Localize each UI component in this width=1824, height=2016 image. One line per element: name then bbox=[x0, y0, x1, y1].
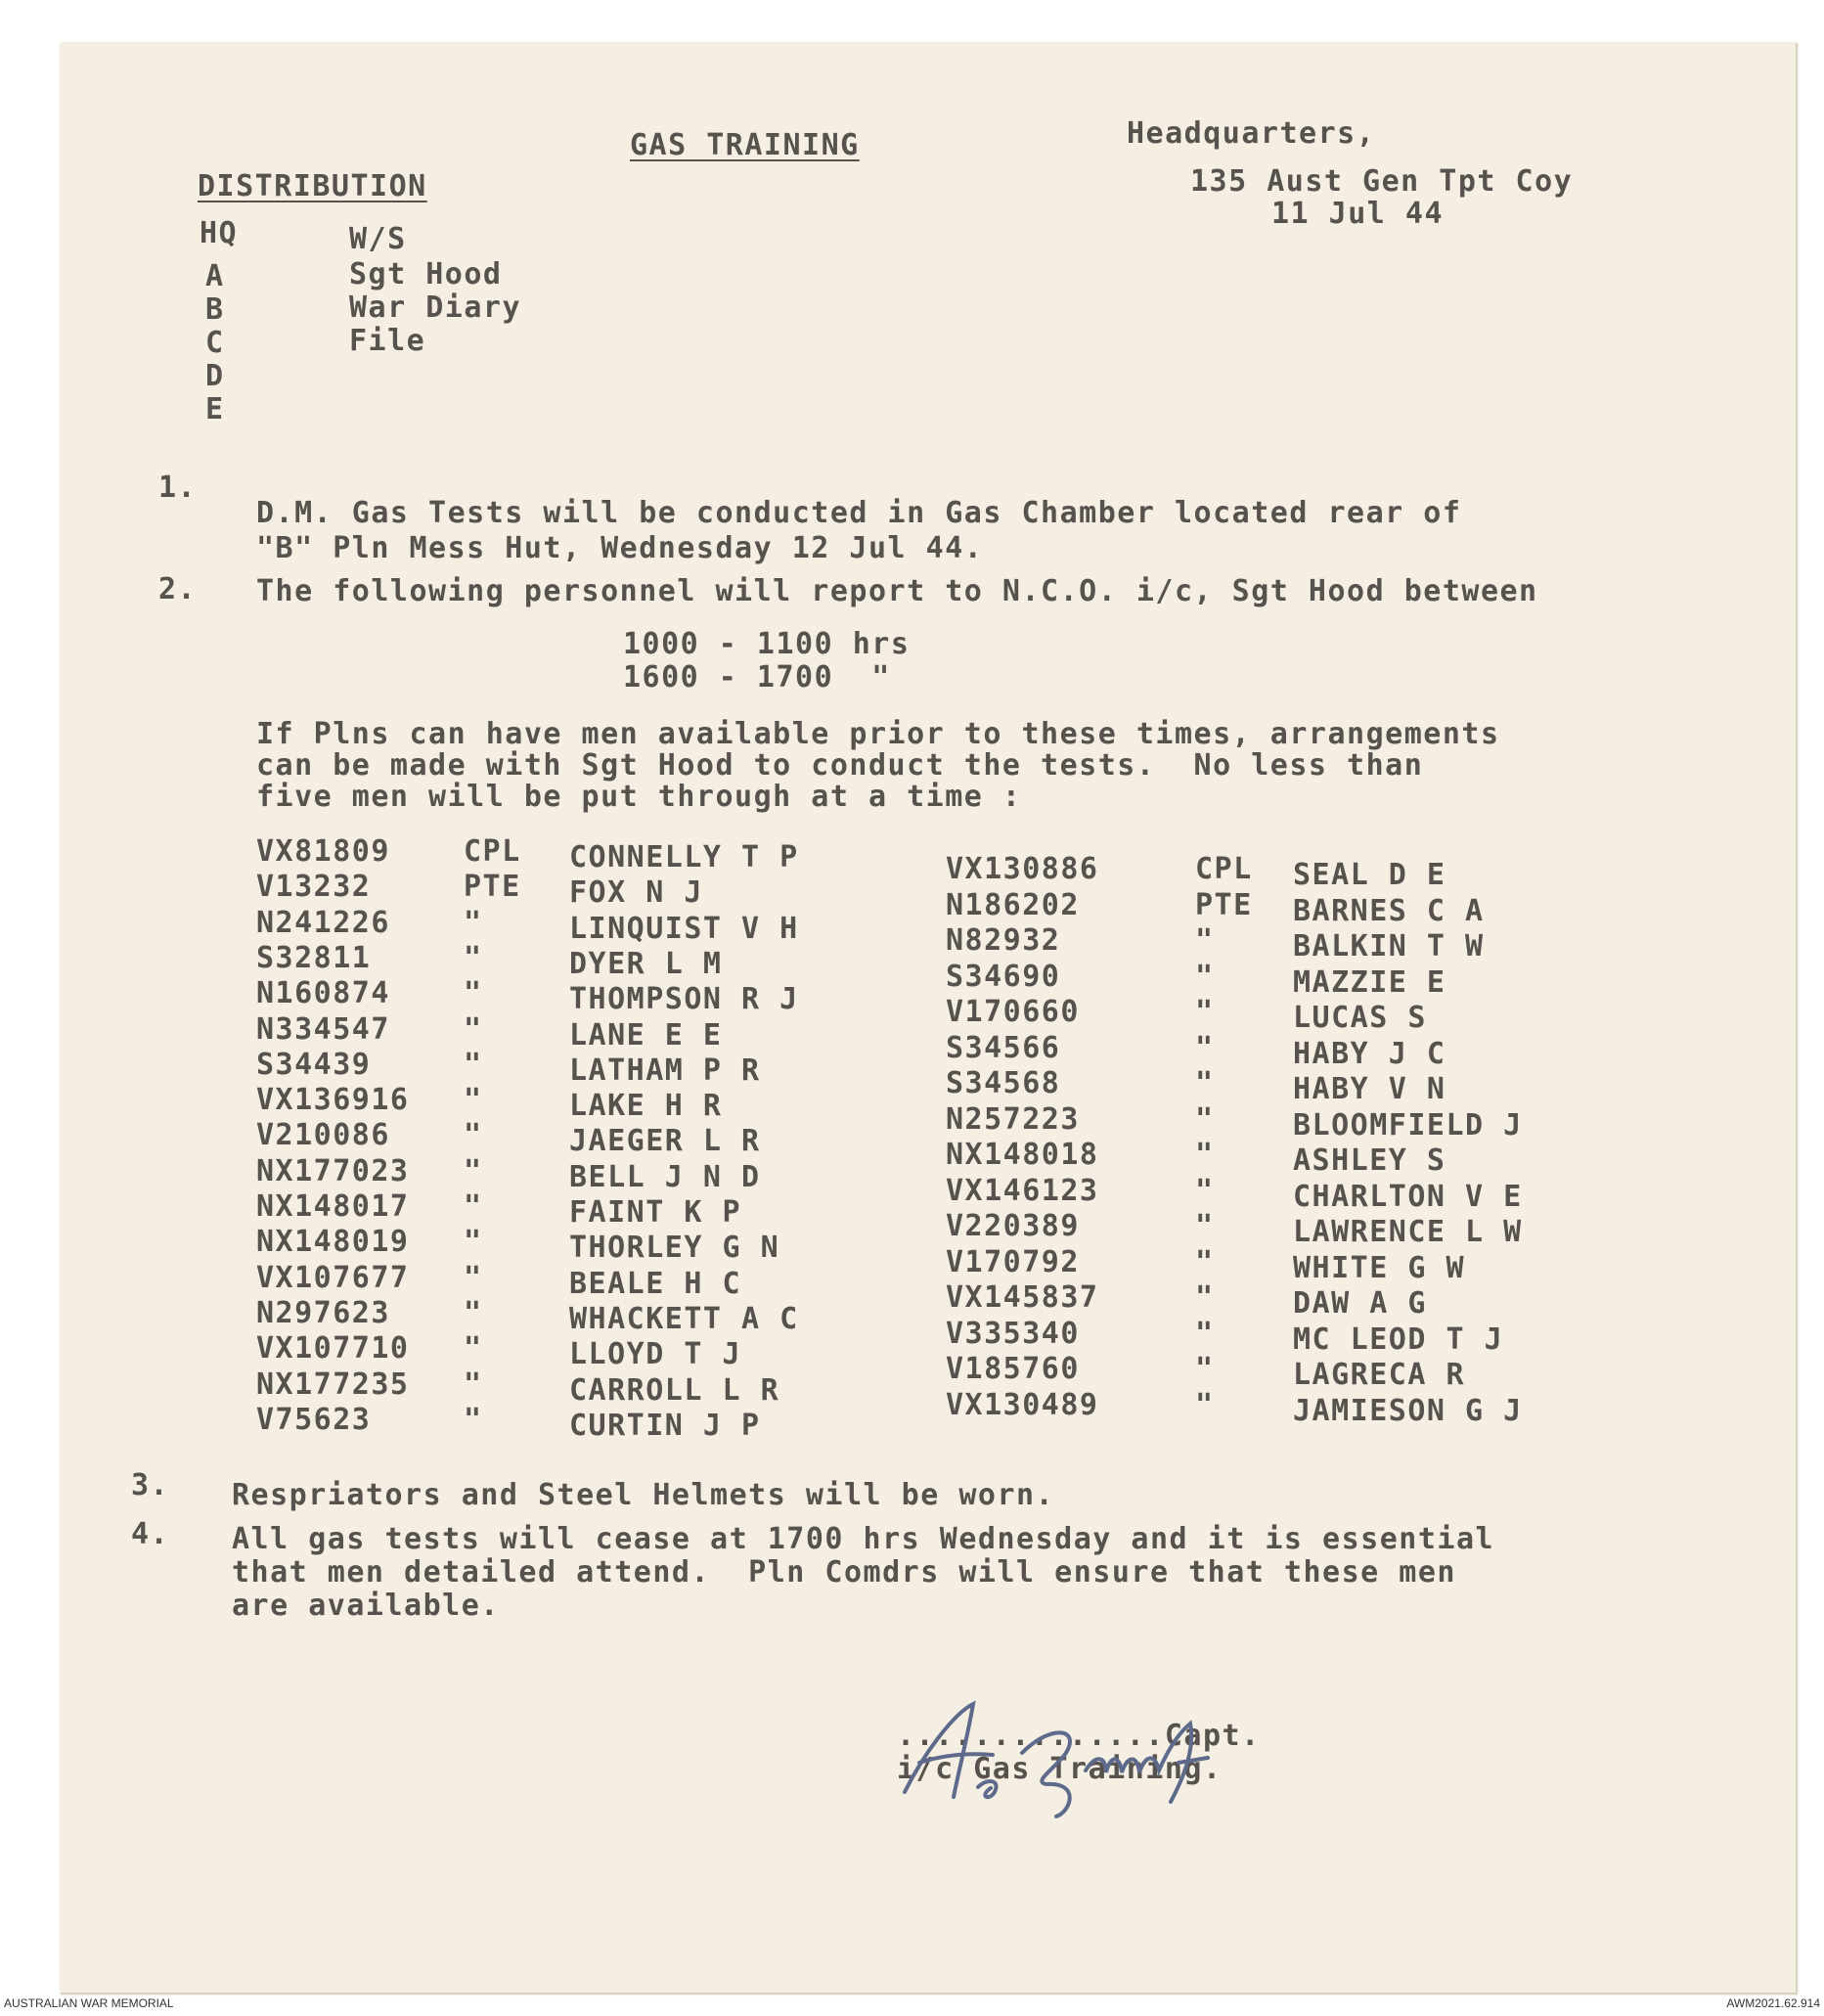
distribution-recipient: File bbox=[349, 324, 426, 358]
rank: " bbox=[1195, 959, 1215, 994]
service-number: N160874 bbox=[256, 976, 390, 1011]
service-number: S34566 bbox=[946, 1030, 1061, 1065]
rank: " bbox=[1195, 1066, 1215, 1100]
service-number: NX148019 bbox=[256, 1225, 410, 1260]
header-line: 11 Jul 44 bbox=[1271, 197, 1445, 231]
paragraph-number: 1. bbox=[158, 470, 198, 505]
handwritten-signature bbox=[885, 1694, 1345, 1821]
service-number: VX107710 bbox=[256, 1331, 410, 1366]
person-name: LLOYD T J bbox=[569, 1337, 742, 1372]
person-name: THORLEY G N bbox=[569, 1231, 780, 1266]
rank: " bbox=[1195, 1387, 1215, 1422]
person-name: LAGRECA R bbox=[1293, 1358, 1466, 1392]
rank: " bbox=[464, 1153, 483, 1188]
person-name: JAEGER L R bbox=[569, 1124, 761, 1159]
person-name: MAZZIE E bbox=[1293, 964, 1446, 1000]
paragraph-line: can be made with Sgt Hood to conduct the tests. No less than bbox=[256, 748, 1424, 783]
rank: CPL bbox=[464, 834, 521, 869]
document-title: GAS TRAINING bbox=[630, 128, 860, 162]
paragraph-line: D.M. Gas Tests will be conducted in Gas Chamber located rear of bbox=[256, 496, 1462, 530]
service-number: S34690 bbox=[946, 959, 1061, 994]
rank: " bbox=[464, 1331, 483, 1366]
distribution-code: B bbox=[205, 292, 225, 327]
person-name: JAMIESON G J bbox=[1293, 1393, 1523, 1428]
paragraph-line: The following personnel will report to N.C.O. i/c, Sgt Hood between bbox=[256, 574, 1538, 608]
person-name: BARNES C A bbox=[1293, 893, 1485, 928]
paragraph-line: are available. bbox=[232, 1589, 500, 1623]
service-number: V220389 bbox=[946, 1209, 1080, 1243]
rank: " bbox=[464, 1295, 483, 1330]
person-name: CURTIN J P bbox=[569, 1408, 761, 1443]
report-time: 1600 - 1700 " bbox=[623, 660, 891, 694]
person-name: FAINT K P bbox=[569, 1195, 742, 1230]
person-name: THOMPSON R J bbox=[569, 982, 799, 1017]
service-number: N297623 bbox=[256, 1295, 390, 1330]
paragraph-line: Respriators and Steel Helmets will be worn. bbox=[232, 1478, 1055, 1512]
signature-line: ..............Capt. bbox=[897, 1719, 1261, 1753]
rank: " bbox=[1195, 1030, 1215, 1065]
person-name: DAW A G bbox=[1293, 1286, 1427, 1321]
person-name: CARROLL L R bbox=[569, 1372, 780, 1408]
rank: " bbox=[1195, 1352, 1215, 1386]
rank: PTE bbox=[1195, 887, 1253, 922]
person-name: HABY J C bbox=[1293, 1036, 1446, 1071]
service-number: NX148017 bbox=[256, 1189, 410, 1224]
header-line: Headquarters, bbox=[1127, 116, 1376, 151]
service-number: NX177235 bbox=[256, 1366, 410, 1402]
paragraph-line: "B" Pln Mess Hut, Wednesday 12 Jul 44. bbox=[256, 531, 984, 565]
person-name: CONNELLY T P bbox=[569, 840, 799, 874]
person-name: ASHLEY S bbox=[1293, 1143, 1446, 1178]
rank: " bbox=[464, 1083, 483, 1118]
rank: " bbox=[1195, 1173, 1215, 1208]
distribution-recipient: Sgt Hood bbox=[349, 257, 503, 291]
rank: " bbox=[464, 940, 483, 975]
service-number: V13232 bbox=[256, 870, 372, 905]
paragraph-number: 2. bbox=[158, 572, 198, 606]
service-number: V185760 bbox=[946, 1352, 1080, 1386]
service-number: N241226 bbox=[256, 905, 390, 940]
person-name: CHARLTON V E bbox=[1293, 1179, 1523, 1214]
rank: " bbox=[464, 1118, 483, 1153]
person-name: LAWRENCE L W bbox=[1293, 1215, 1523, 1249]
service-number: N334547 bbox=[256, 1011, 390, 1047]
person-name: MC LEOD T J bbox=[1293, 1322, 1504, 1357]
footer-accession: AWM2021.62.914 bbox=[1726, 1996, 1820, 2010]
person-name: WHACKETT A C bbox=[569, 1301, 799, 1336]
distribution-heading: DISTRIBUTION bbox=[198, 169, 427, 203]
rank: " bbox=[464, 1189, 483, 1224]
distribution-code: A bbox=[205, 259, 225, 293]
rank: " bbox=[1195, 923, 1215, 958]
paragraph-line: that men detailed attend. Pln Comdrs will ensure that these men bbox=[232, 1555, 1456, 1590]
person-name: BALKIN T W bbox=[1293, 929, 1485, 963]
rank: " bbox=[1195, 1316, 1215, 1351]
rank: " bbox=[464, 1260, 483, 1295]
service-number: NX177023 bbox=[256, 1153, 410, 1188]
rank: CPL bbox=[1195, 852, 1253, 886]
service-number: V335340 bbox=[946, 1316, 1080, 1351]
service-number: N257223 bbox=[946, 1101, 1080, 1137]
person-name: LATHAM P R bbox=[569, 1053, 761, 1088]
signature-role: i/c Gas Training. bbox=[897, 1752, 1223, 1786]
person-name: WHITE G W bbox=[1293, 1250, 1466, 1285]
person-name: BELL J N D bbox=[569, 1159, 761, 1194]
service-number: VX107677 bbox=[256, 1260, 410, 1295]
service-number: S34439 bbox=[256, 1047, 372, 1082]
rank: " bbox=[464, 1366, 483, 1402]
service-number: VX136916 bbox=[256, 1083, 410, 1118]
rank: " bbox=[1195, 1101, 1215, 1137]
rank: " bbox=[464, 1047, 483, 1082]
rank: " bbox=[464, 1011, 483, 1047]
service-number: S32811 bbox=[256, 940, 372, 975]
person-name: DYER L M bbox=[569, 946, 723, 981]
paragraph-number: 4. bbox=[131, 1517, 170, 1551]
service-number: S34568 bbox=[946, 1066, 1061, 1100]
paragraph-line: five men will be put through at a time : bbox=[256, 780, 1022, 814]
paragraph-line: All gas tests will cease at 1700 hrs Wednesday and it is essential bbox=[232, 1522, 1495, 1556]
rank: " bbox=[1195, 1280, 1215, 1315]
rank: " bbox=[464, 905, 483, 940]
service-number: VX146123 bbox=[946, 1173, 1099, 1208]
distribution-code: C bbox=[205, 326, 225, 360]
paragraph-number: 3. bbox=[131, 1468, 170, 1502]
service-number: V170792 bbox=[946, 1244, 1080, 1279]
person-name: LANE E E bbox=[569, 1017, 723, 1053]
service-number: VX145837 bbox=[946, 1280, 1099, 1315]
person-name: SEAL D E bbox=[1293, 858, 1446, 892]
rank: " bbox=[1195, 1138, 1215, 1172]
report-time: 1000 - 1100 hrs bbox=[623, 627, 911, 661]
person-name: LINQUIST V H bbox=[569, 911, 799, 946]
rank: " bbox=[464, 1402, 483, 1437]
header-line: 135 Aust Gen Tpt Coy bbox=[1190, 164, 1574, 199]
service-number: VX130489 bbox=[946, 1387, 1099, 1422]
person-name: BLOOMFIELD J bbox=[1293, 1107, 1523, 1142]
rank: " bbox=[1195, 1209, 1215, 1243]
service-number: V75623 bbox=[256, 1402, 372, 1437]
service-number: V170660 bbox=[946, 995, 1080, 1029]
person-name: LUCAS S bbox=[1293, 1001, 1427, 1035]
service-number: N82932 bbox=[946, 923, 1061, 958]
footer-source: AUSTRALIAN WAR MEMORIAL bbox=[4, 1996, 174, 2010]
service-number: N186202 bbox=[946, 887, 1080, 922]
rank: " bbox=[1195, 1244, 1215, 1279]
rank: " bbox=[464, 976, 483, 1011]
distribution-recipient: War Diary bbox=[349, 291, 522, 325]
person-name: FOX N J bbox=[569, 875, 703, 911]
person-name: LAKE H R bbox=[569, 1089, 723, 1124]
rank: " bbox=[1195, 995, 1215, 1029]
distribution-code: HQ bbox=[200, 216, 239, 250]
service-number: VX130886 bbox=[946, 852, 1099, 886]
rank: PTE bbox=[464, 870, 521, 905]
service-number: VX81809 bbox=[256, 834, 390, 869]
rank: " bbox=[464, 1225, 483, 1260]
distribution-code: E bbox=[205, 392, 225, 426]
person-name: BEALE H C bbox=[569, 1266, 742, 1301]
distribution-code: D bbox=[205, 359, 225, 393]
person-name: HABY V N bbox=[1293, 1072, 1446, 1106]
service-number: NX148018 bbox=[946, 1138, 1099, 1172]
distribution-recipient: W/S bbox=[349, 222, 407, 256]
service-number: V210086 bbox=[256, 1118, 390, 1153]
paragraph-line: If Plns can have men available prior to these times, arrangements bbox=[256, 717, 1500, 751]
